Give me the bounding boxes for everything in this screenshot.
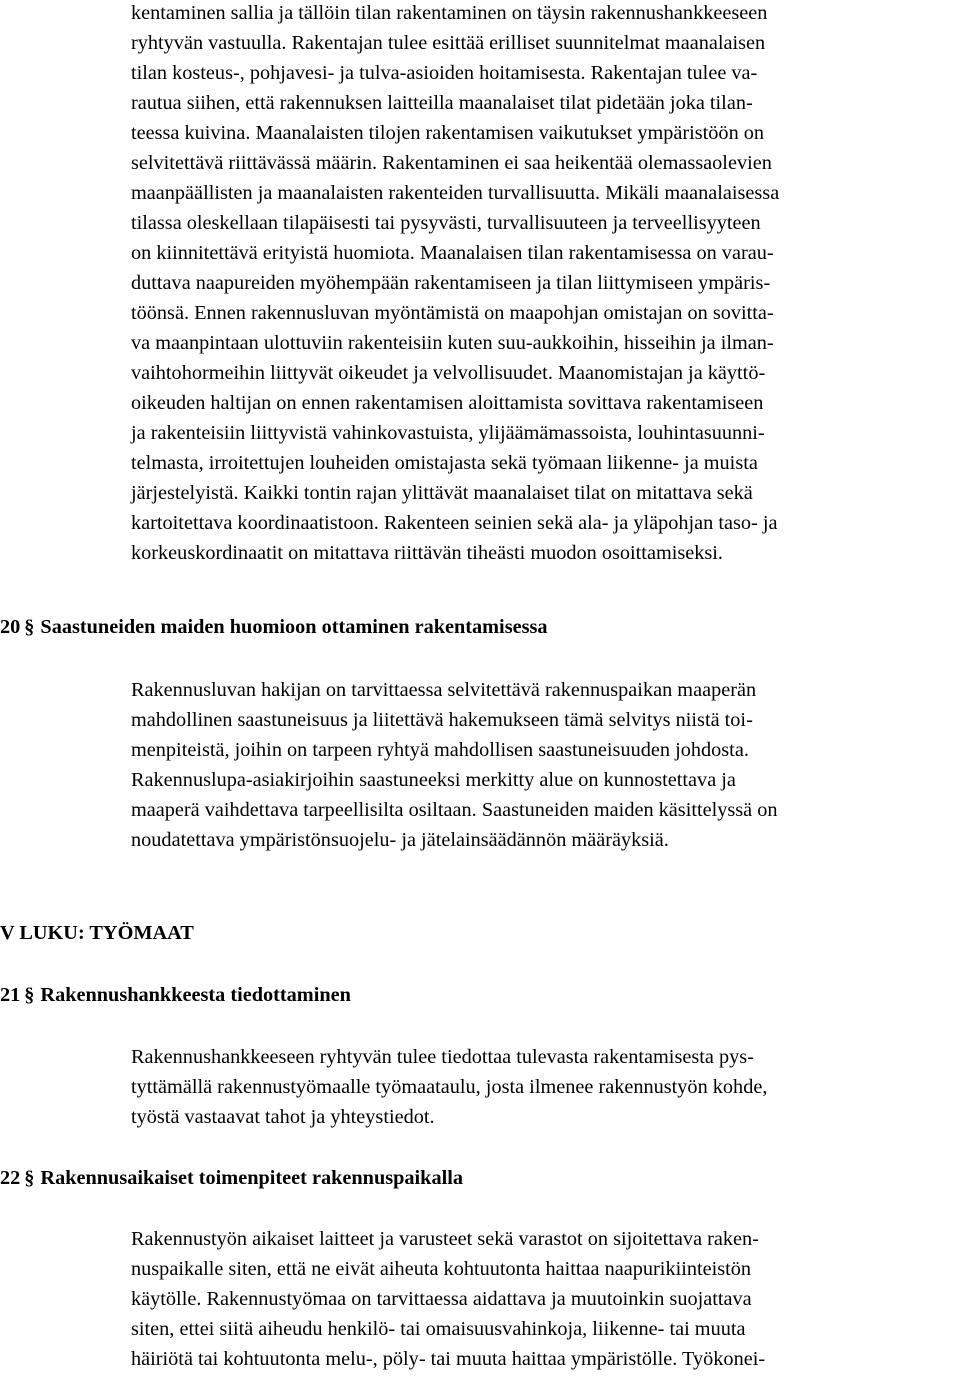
paragraph-line: siten, ettei siitä aiheudu henkilö- tai omaisuusvahinkoja, liikenne- tai muuta <box>131 1318 746 1340</box>
paragraph-line: maaperä vaihdettava tarpeellisilta osiltaan. Saastuneiden maiden käsittelyssä on <box>131 799 778 821</box>
intro-paragraph <box>131 0 957 568</box>
section-number: 22 <box>0 1167 21 1189</box>
paragraph-line: teessa kuivina. Maanalaisten tilojen rakentamisen vaikutukset ympäristöön on <box>131 122 765 144</box>
paragraph-line: on kiinnitettävä erityistä huomiota. Maanalaisen tilan rakentamisessa on varau- <box>131 242 774 264</box>
section-title: Rakennushankkeesta tiedottaminen <box>40 984 351 1006</box>
paragraph-line: järjestelyistä. Kaikki tontin rajan ylittävät maanalaiset tilat on mitattava sekä <box>131 482 753 504</box>
section-21-paragraph <box>131 1042 957 1132</box>
section-number: 20 <box>0 616 21 638</box>
paragraph-line: häiriötä tai kohtuutonta melu-, pöly- tai muuta haittaa ympäristölle. Työkonei- <box>131 1348 766 1370</box>
section-heading-21 <box>0 980 351 1010</box>
section-heading-20 <box>0 612 548 642</box>
paragraph-line: työstä vastaavat tahot ja yhteystiedot. <box>131 1106 435 1128</box>
paragraph-line: maanpäällisten ja maanalaisten rakenteiden turvallisuutta. Mikäli maanalaisessa <box>131 182 780 204</box>
paragraph-line: Rakennusluvan hakijan on tarvittaessa selvitettävä rakennuspaikan maaperän <box>131 679 757 701</box>
paragraph-line: korkeuskordinaatit on mitattava riittävän tiheästi muodon osoittamiseksi. <box>131 542 723 564</box>
paragraph-line: töönsä. Ennen rakennusluvan myöntämistä on maapohjan omistajan on sovitta- <box>131 302 774 324</box>
paragraph-line: Rakennuslupa-asiakirjoihin saastuneeksi merkitty alue on kunnostettava ja <box>131 769 736 791</box>
paragraph-line: nuspaikalle siten, että ne eivät aiheuta kohtuutonta haittaa naapurikiinteistön <box>131 1258 752 1280</box>
paragraph-line: käytölle. Rakennustyömaa on tarvittaessa aidattava ja muutoinkin suojattava <box>131 1288 752 1310</box>
paragraph-line: menpiteistä, joihin on tarpeen ryhtyä mahdollisen saastuneisuuden johdosta. <box>131 739 749 761</box>
paragraph-line: oikeuden haltijan on ennen rakentamisen aloittamista sovittava rakentamiseen <box>131 392 764 414</box>
paragraph-line: telmasta, irroitettujen louheiden omistajasta sekä työmaan liikenne- ja muista <box>131 452 758 474</box>
paragraph-line: vaihtohormeihin liittyvät oikeudet ja velvollisuudet. Maanomistajan ja käyttö- <box>131 362 766 384</box>
paragraph-line: tilan kosteus-, pohjavesi- ja tulva-asioiden hoitamisesta. Rakentajan tulee va- <box>131 62 758 84</box>
paragraph-line: kartoitettava koordinaatistoon. Rakenteen seinien sekä ala- ja yläpohjan taso- ja <box>131 512 778 534</box>
section-sign: § <box>24 984 35 1006</box>
chapter-heading: V LUKU: TYÖMAAT <box>0 922 194 944</box>
paragraph-line: selvitettävä riittävässä määrin. Rakentaminen ei saa heikentää olemassaolevien <box>131 152 772 174</box>
paragraph-line: tyttämällä rakennustyömaalle työmaataulu, josta ilmenee rakennustyön kohde, <box>131 1076 768 1098</box>
paragraph-line: kentaminen sallia ja tällöin tilan rakentaminen on täysin rakennushankkeeseen <box>131 2 768 24</box>
paragraph-line: va maanpintaan ulottuviin rakenteisiin kuten suu-aukkoihin, hisseihin ja ilman- <box>131 332 774 354</box>
section-sign: § <box>24 616 35 638</box>
section-sign: § <box>24 1167 35 1189</box>
paragraph-line: Rakennustyön aikaiset laitteet ja varusteet sekä varastot on sijoitettava raken- <box>131 1228 759 1250</box>
paragraph-line: rautua siihen, että rakennuksen laitteilla maanalaiset tilat pidetään joka tilan- <box>131 92 753 114</box>
section-number: 21 <box>0 984 21 1006</box>
section-20-paragraph <box>131 675 957 855</box>
paragraph-line: duttava naapureiden myöhempään rakentamiseen ja tilan liittymiseen ympäris- <box>131 272 771 294</box>
paragraph-line: ryhtyvän vastuulla. Rakentajan tulee esittää erilliset suunnitelmat maanalaisen <box>131 32 766 54</box>
paragraph-line: ja rakenteisiin liittyvistä vahinkovastuista, ylijäämämassoista, louhintasuunni- <box>131 422 765 444</box>
section-title: Rakennusaikaiset toimenpiteet rakennuspaikalla <box>40 1167 464 1189</box>
section-heading-22 <box>0 1163 463 1193</box>
paragraph-line: tilassa oleskellaan tilapäisesti tai pysyvästi, turvallisuuteen ja terveellisyyteen <box>131 212 761 234</box>
paragraph-line: Rakennushankkeeseen ryhtyvän tulee tiedottaa tulevasta rakentamisesta pys- <box>131 1046 754 1068</box>
section-title: Saastuneiden maiden huomioon ottaminen rakentamisessa <box>40 616 548 638</box>
paragraph-line: mahdollinen saastuneisuus ja liitettävä hakemukseen tämä selvitys niistä toi- <box>131 709 753 731</box>
section-22-paragraph <box>131 1224 957 1374</box>
paragraph-line: noudatettava ympäristönsuojelu- ja jätelainsäädännön määräyksiä. <box>131 829 669 851</box>
